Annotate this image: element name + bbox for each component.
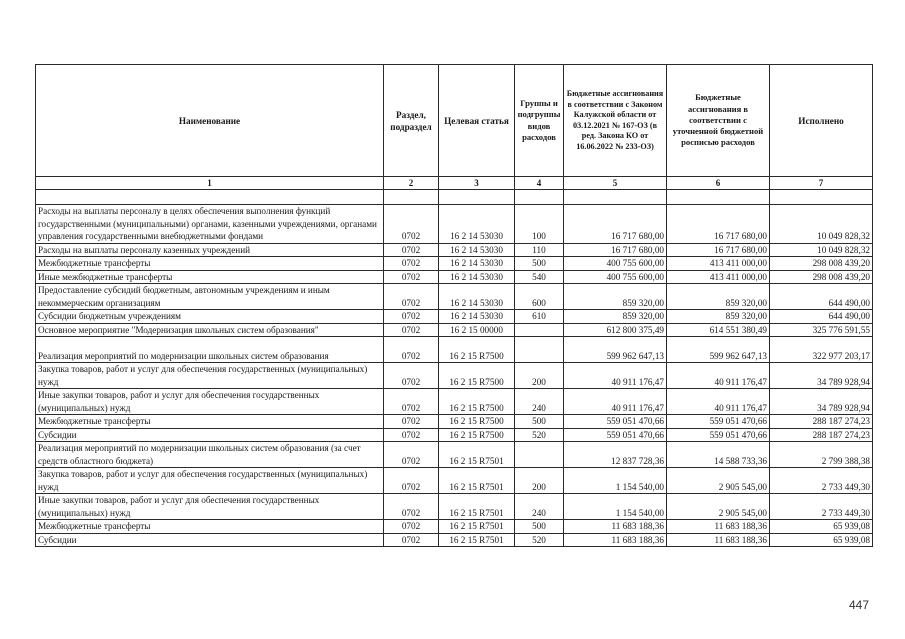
row-group: 240 [515, 494, 564, 520]
row-executed-amount: 65 939,08 [770, 533, 873, 547]
row-law-amount: 16 717 680,00 [564, 243, 667, 257]
row-name: Расходы на выплаты персоналу казенных учреждений [36, 243, 384, 257]
row-law-amount: 11 683 188,36 [564, 520, 667, 534]
row-schedule-amount: 16 717 680,00 [667, 205, 770, 244]
row-law-amount: 11 683 188,36 [564, 533, 667, 547]
column-number: 5 [564, 177, 667, 190]
row-executed-amount: 2 733 449,30 [770, 468, 873, 494]
row-law-amount: 400 755 600,00 [564, 270, 667, 284]
table-row [36, 415, 873, 429]
empty-row [36, 190, 873, 205]
row-section: 0702 [384, 337, 439, 363]
row-name: Иные закупки товаров, работ и услуг для обеспечения государственных (муниципальных) нужд [36, 389, 384, 415]
row-schedule-amount: 559 051 470,66 [667, 415, 770, 429]
column-number: 2 [384, 177, 439, 190]
row-executed-amount: 325 776 591,55 [770, 323, 873, 337]
row-group: 500 [515, 257, 564, 271]
row-executed-amount: 10 049 828,32 [770, 205, 873, 244]
row-schedule-amount: 11 683 188,36 [667, 520, 770, 534]
row-executed-amount: 298 008 439,20 [770, 257, 873, 271]
row-group [515, 442, 564, 468]
row-schedule-amount: 2 905 545,00 [667, 468, 770, 494]
row-article: 16 2 15 R7500 [439, 428, 515, 442]
table-row [36, 270, 873, 284]
row-name: Межбюджетные трансферты [36, 257, 384, 271]
row-executed-amount: 322 977 203,17 [770, 337, 873, 363]
header-expense-groups: Группы и подгруппы видов расходов [515, 65, 564, 177]
row-group: 200 [515, 468, 564, 494]
row-name: Межбюджетные трансферты [36, 520, 384, 534]
row-law-amount: 859 320,00 [564, 310, 667, 324]
row-name: Закупка товаров, работ и услуг для обеспечения государственных (муниципальных) нужд [36, 363, 384, 389]
table-row [36, 310, 873, 324]
row-section: 0702 [384, 270, 439, 284]
row-section: 0702 [384, 533, 439, 547]
row-law-amount: 859 320,00 [564, 284, 667, 310]
row-name: Предоставление субсидий бюджетным, автономным учреждениям и иным некоммерческим организациям [36, 284, 384, 310]
row-schedule-amount: 14 588 733,36 [667, 442, 770, 468]
budget-table [35, 64, 873, 547]
row-name: Субсидии [36, 533, 384, 547]
row-schedule-amount: 559 051 470,66 [667, 428, 770, 442]
row-schedule-amount: 859 320,00 [667, 310, 770, 324]
row-executed-amount: 288 187 274,23 [770, 428, 873, 442]
row-group: 500 [515, 415, 564, 429]
row-group: 520 [515, 533, 564, 547]
row-article: 16 2 15 R7500 [439, 415, 515, 429]
row-section: 0702 [384, 205, 439, 244]
table-row [36, 533, 873, 547]
row-section: 0702 [384, 323, 439, 337]
header-name: Наименование [36, 65, 384, 177]
row-schedule-amount: 2 905 545,00 [667, 494, 770, 520]
row-article: 16 2 14 53030 [439, 243, 515, 257]
row-group: 610 [515, 310, 564, 324]
row-schedule-amount: 11 683 188,36 [667, 533, 770, 547]
row-law-amount: 12 837 728,36 [564, 442, 667, 468]
table-row [36, 337, 873, 363]
header-budget-schedule: Бюджетные ассигнования в соответствии с уточненной бюджетной росписью расходов [667, 65, 770, 177]
row-article: 16 2 15 R7500 [439, 363, 515, 389]
row-section: 0702 [384, 442, 439, 468]
row-section: 0702 [384, 389, 439, 415]
row-article: 16 2 14 53030 [439, 257, 515, 271]
table-row [36, 468, 873, 494]
row-law-amount: 400 755 600,00 [564, 257, 667, 271]
row-name: Реализация мероприятий по модернизации школьных систем образования (за счет средств областного бюджета) [36, 442, 384, 468]
row-section: 0702 [384, 257, 439, 271]
row-section: 0702 [384, 243, 439, 257]
table-row [36, 363, 873, 389]
header-row [36, 65, 873, 177]
row-executed-amount: 2 799 388,38 [770, 442, 873, 468]
row-name: Субсидии [36, 428, 384, 442]
row-group [515, 337, 564, 363]
row-group: 100 [515, 205, 564, 244]
row-section: 0702 [384, 284, 439, 310]
row-law-amount: 559 051 470,66 [564, 428, 667, 442]
row-name: Иные закупки товаров, работ и услуг для обеспечения государственных (муниципальных) нужд [36, 494, 384, 520]
row-section: 0702 [384, 415, 439, 429]
row-article: 16 2 15 00000 [439, 323, 515, 337]
row-executed-amount: 10 049 828,32 [770, 243, 873, 257]
header-target-article: Целевая статья [439, 65, 515, 177]
row-law-amount: 1 154 540,00 [564, 494, 667, 520]
row-group: 520 [515, 428, 564, 442]
row-executed-amount: 298 008 439,20 [770, 270, 873, 284]
row-name: Расходы на выплаты персоналу в целях обеспечения выполнения функций государственными (муниципальными) органами, казенными учреждениями, органами управления государственными внебюджетными фондами [36, 205, 384, 244]
row-article: 16 2 15 R7501 [439, 520, 515, 534]
table-row [36, 323, 873, 337]
row-group: 200 [515, 363, 564, 389]
table-row [36, 284, 873, 310]
row-schedule-amount: 413 411 000,00 [667, 257, 770, 271]
row-article: 16 2 14 53030 [439, 205, 515, 244]
row-section: 0702 [384, 520, 439, 534]
row-article: 16 2 14 53030 [439, 284, 515, 310]
row-article: 16 2 15 R7500 [439, 337, 515, 363]
row-section: 0702 [384, 468, 439, 494]
header-law-allocations: Бюджетные ассигнования в соответствии с Законом Калужской области от 03.12.2021 № 167-ОЗ (в ред. Закона КО от 16.06.2022 № 233-ОЗ) [564, 65, 667, 177]
row-section: 0702 [384, 494, 439, 520]
column-number-row [36, 177, 873, 190]
column-number: 3 [439, 177, 515, 190]
row-name: Иные межбюджетные трансферты [36, 270, 384, 284]
row-law-amount: 599 962 647,13 [564, 337, 667, 363]
row-law-amount: 612 800 375,49 [564, 323, 667, 337]
row-article: 16 2 14 53030 [439, 270, 515, 284]
row-article: 16 2 14 53030 [439, 310, 515, 324]
table-row [36, 520, 873, 534]
row-section: 0702 [384, 428, 439, 442]
column-number: 7 [770, 177, 873, 190]
row-group: 110 [515, 243, 564, 257]
table-row [36, 494, 873, 520]
header-executed: Исполнено [770, 65, 873, 177]
row-group: 240 [515, 389, 564, 415]
row-group: 540 [515, 270, 564, 284]
row-executed-amount: 2 733 449,30 [770, 494, 873, 520]
row-schedule-amount: 16 717 680,00 [667, 243, 770, 257]
column-number: 1 [36, 177, 384, 190]
table-row [36, 389, 873, 415]
row-name: Субсидии бюджетным учреждениям [36, 310, 384, 324]
row-name: Межбюджетные трансферты [36, 415, 384, 429]
row-executed-amount: 288 187 274,23 [770, 415, 873, 429]
row-executed-amount: 34 789 928,94 [770, 389, 873, 415]
table-row [36, 257, 873, 271]
row-law-amount: 40 911 176,47 [564, 363, 667, 389]
row-article: 16 2 15 R7501 [439, 533, 515, 547]
row-article: 16 2 15 R7501 [439, 468, 515, 494]
header-section: Раздел, подраздел [384, 65, 439, 177]
row-name: Основное мероприятие "Модернизация школьных систем образования" [36, 323, 384, 337]
row-group: 600 [515, 284, 564, 310]
row-section: 0702 [384, 310, 439, 324]
row-law-amount: 1 154 540,00 [564, 468, 667, 494]
row-section: 0702 [384, 363, 439, 389]
table-row [36, 243, 873, 257]
row-law-amount: 16 717 680,00 [564, 205, 667, 244]
row-schedule-amount: 413 411 000,00 [667, 270, 770, 284]
row-group: 500 [515, 520, 564, 534]
table-row [36, 428, 873, 442]
row-group [515, 323, 564, 337]
column-number: 4 [515, 177, 564, 190]
table-row [36, 442, 873, 468]
row-schedule-amount: 859 320,00 [667, 284, 770, 310]
row-executed-amount: 34 789 928,94 [770, 363, 873, 389]
row-article: 16 2 15 R7501 [439, 494, 515, 520]
table-row [36, 205, 873, 244]
row-schedule-amount: 40 911 176,47 [667, 389, 770, 415]
row-article: 16 2 15 R7501 [439, 442, 515, 468]
row-name: Реализация мероприятий по модернизации школьных систем образования [36, 337, 384, 363]
row-executed-amount: 65 939,08 [770, 520, 873, 534]
row-law-amount: 559 051 470,66 [564, 415, 667, 429]
row-schedule-amount: 614 551 380,49 [667, 323, 770, 337]
column-number: 6 [667, 177, 770, 190]
row-law-amount: 40 911 176,47 [564, 389, 667, 415]
row-article: 16 2 15 R7500 [439, 389, 515, 415]
row-schedule-amount: 40 911 176,47 [667, 363, 770, 389]
row-name: Закупка товаров, работ и услуг для обеспечения государственных (муниципальных) нужд [36, 468, 384, 494]
row-executed-amount: 644 490,00 [770, 284, 873, 310]
row-executed-amount: 644 490,00 [770, 310, 873, 324]
row-schedule-amount: 599 962 647,13 [667, 337, 770, 363]
page-number: 447 [849, 598, 870, 612]
